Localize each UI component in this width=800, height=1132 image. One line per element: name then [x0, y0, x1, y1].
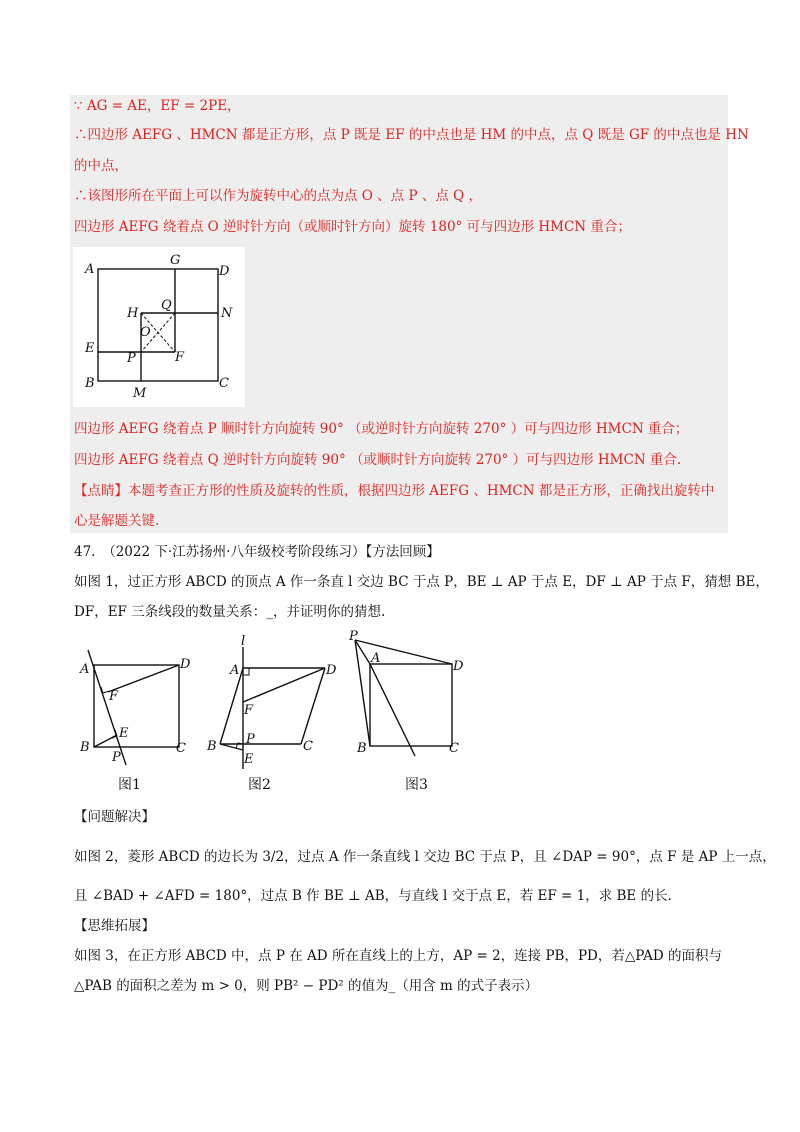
fig3-label-B: B: [357, 741, 367, 756]
answer-line-8: 【点睛】本题考查正方形的性质及旋转的性质，根据四边形 AEFG 、HMCN 都是正方形，正确找出旋转中: [74, 483, 715, 499]
label-C: C: [219, 376, 229, 391]
fig2-label-F: F: [244, 703, 254, 718]
fig1-label-P: P: [112, 750, 121, 765]
label-A: A: [85, 262, 95, 277]
fig2-label-A: A: [230, 663, 240, 678]
problem-p2-line1: 如图 2，菱形 ABCD 的边长为 3/2，过点 A 作一条直线 l 交边 BC 于点 P，且 ∠DAP = 90°，点 F 是 AP 上一点，: [74, 849, 776, 865]
fig2-label-C: C: [303, 739, 313, 754]
label-P: P: [127, 351, 136, 366]
problem-header: 47. （2022 下·江苏扬州·八年级校考阶段练习）【方法回顾】: [74, 544, 440, 560]
section-problem-solving: 【问题解决】: [74, 809, 155, 825]
fig3-label-A: A: [371, 651, 381, 666]
label-N: N: [221, 306, 233, 321]
problem-p1-line1: 如图 1，过正方形 ABCD 的顶点 A 作一条直 l 交边 BC 于点 P，BE ⊥ AP 于点 E，DF ⊥ AP 于点 F，猜想 BE，: [74, 574, 769, 590]
fig3-label-P: P: [349, 629, 358, 644]
fig1-label-C: C: [176, 741, 186, 756]
fig2-label-E: E: [244, 752, 254, 767]
section-thinking-extension: 【思维拓展】: [74, 918, 155, 934]
label-F: F: [175, 350, 185, 365]
fig2-label-l: l: [241, 634, 246, 649]
problem-p2-line2: 且 ∠BAD + ∠AFD = 180°，过点 B 作 BE ⊥ AB，与直线 l 交于点 E，若 EF = 1，求 BE 的长.: [74, 888, 672, 904]
label-E: E: [85, 341, 95, 356]
answer-figure: [73, 247, 245, 407]
fig1-label-E: E: [119, 726, 129, 741]
fig2-label-B: B: [207, 739, 217, 754]
answer-line-4: ∴该图形所在平面上可以作为旋转中心的点为点 O 、点 P 、点 Q ，: [74, 188, 482, 204]
fig2-label-D: D: [326, 663, 337, 678]
problem-p1-line2: DF，EF 三条线段的数量关系：_，并证明你的猜想.: [74, 604, 386, 620]
fig2-label-P: P: [246, 732, 255, 747]
answer-line-3: 的中点，: [74, 158, 128, 174]
fig1-label-B: B: [80, 740, 90, 755]
fig1-label-F: F: [109, 689, 119, 704]
figure-3-caption: 图3: [405, 777, 428, 793]
label-H: H: [127, 306, 139, 321]
answer-line-6: 四边形 AEFG 绕着点 P 顺时针方向旋转 90° （或逆时针方向旋转 270° ）可与四边形 HMCN 重合；: [74, 421, 689, 437]
label-G: G: [170, 253, 181, 268]
problem-p3-line2: △PAB 的面积之差为 m > 0，则 PB² − PD² 的值为_（用含 m 的式子表示）: [74, 978, 539, 994]
fig3-label-D: D: [453, 659, 464, 674]
figure-3: [345, 628, 475, 763]
fig1-label-A: A: [80, 662, 90, 677]
answer-line-9: 心是解题关键.: [74, 513, 160, 529]
answer-line-5: 四边形 AEFG 绕着点 O 逆时针方向（或顺时针方向）旋转 180° 可与四边形 HMCN 重合；: [74, 219, 631, 235]
label-Q: Q: [161, 298, 172, 313]
answer-line-7: 四边形 AEFG 绕着点 Q 逆时针方向旋转 90° （或顺时针方向旋转 270° ）可与四边形 HMCN 重合.: [74, 452, 682, 468]
label-M: M: [133, 386, 147, 401]
figure-2: [200, 632, 350, 770]
problem-p3-line1: 如图 3，在正方形 ABCD 中，点 P 在 AD 所在直线上的上方，AP = 2，连接 PB，PD，若△PAD 的面积与: [74, 948, 722, 964]
figure-2-caption: 图2: [248, 777, 271, 793]
figure-1-caption: 图1: [118, 777, 141, 793]
label-O: O: [140, 325, 151, 340]
answer-line-2: ∴四边形 AEFG 、HMCN 都是正方形，点 P 既是 EF 的中点也是 HM 的中点，点 Q 既是 GF 的中点也是 HN: [74, 127, 749, 143]
fig3-label-C: C: [449, 741, 459, 756]
fig1-label-D: D: [180, 657, 191, 672]
label-D: D: [219, 264, 230, 279]
figure-1: [72, 640, 202, 775]
label-B: B: [85, 376, 95, 391]
answer-line-1: ∵ AG = AE，EF = 2PE，: [74, 98, 241, 114]
